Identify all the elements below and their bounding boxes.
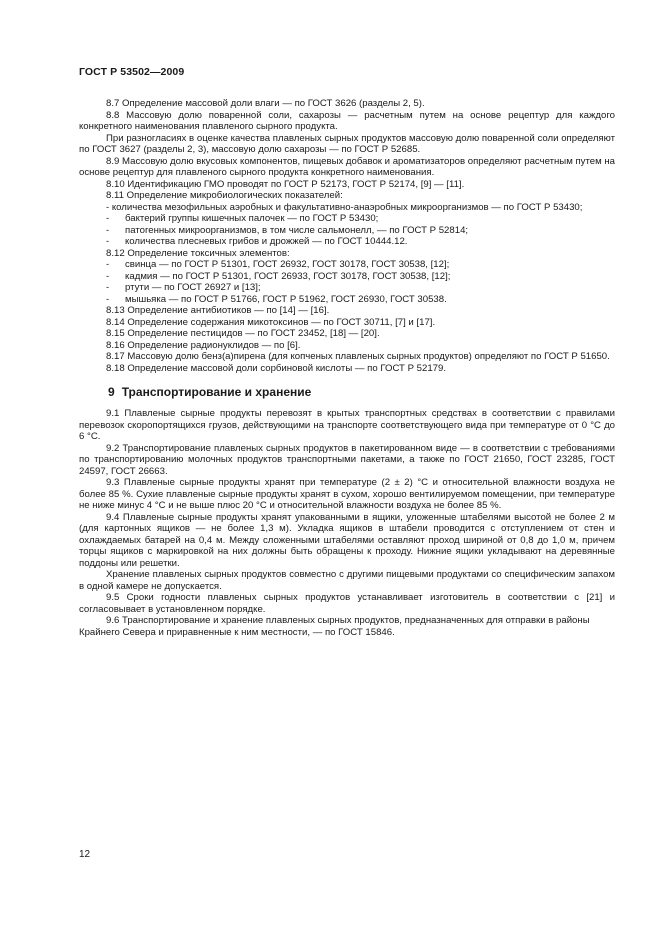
list-dash: - [106, 236, 110, 247]
list-dash: - [106, 293, 110, 305]
section-8-continued [79, 98, 615, 374]
paragraph: 8.16 Определение радионуклидов — по [6]. [106, 339, 301, 351]
list-dash: - [106, 270, 110, 282]
section-9-number: 9 [108, 385, 115, 399]
dash-list-item [79, 282, 615, 294]
paragraph: 8.10 Идентификацию ГМО проводят по ГОСТ Р 52173, ГОСТ Р 52174, [9] — [11]. [106, 178, 465, 190]
dash-list-item [79, 225, 615, 237]
paragraph: 8.8 Массовую долю поваренной соли, сахарозы — расчетным путем на основе рецептур для каждого конкретного наименования плавленого сырного продукта. [79, 109, 615, 132]
dash-list-item [79, 213, 615, 225]
list-item-text: свинца — по ГОСТ Р 51301, ГОСТ 26932, ГОСТ 30178, ГОСТ 30538, [12]; [125, 259, 450, 270]
list-dash: - [106, 224, 110, 236]
list-item-text: кадмия — по ГОСТ Р 51301, ГОСТ 26933, ГОСТ 30178, ГОСТ 30538, [12]; [125, 270, 451, 282]
section-9-heading [79, 385, 615, 399]
paragraph: 9.1 Плавленые сырные продукты перевозят в крытых транспортных средствах в соответствии с правилами перевозок скоропортящихся грузов, действующими на транспорте соответствующего вида при температуре от 0 °С до 6 °С. [79, 408, 615, 442]
section-9-body [79, 408, 615, 638]
paragraph: 9.3 Плавленые сырные продукты хранят при температуре (2 ± 2) °С и относительной влажности воздуха не более 85 %. Сухие плавленые сырные продукты хранят в сухом, хорошо вентилируемом помещении, при температуре не ниже минус 4 °С и не выше плюс 20 °С и относительной влажности воздуха не более 85 %. [79, 477, 615, 511]
list-dash: - [106, 259, 110, 270]
document-body [79, 98, 615, 638]
paragraph: - количества мезофильных аэробных и факультативно-анаэробных микроорганизмов — по ГОСТ Р 53430; [106, 201, 583, 213]
dash-list-item [79, 294, 615, 306]
paragraph: 9.5 Сроки годности плавленых сырных продуктов устанавливает изготовитель в соответствии с [21] и согласовывает в установленном порядке. [79, 592, 615, 615]
list-item-text: патогенных микроорганизмов, в том числе сальмонелл, — по ГОСТ Р 52814; [125, 224, 469, 236]
list-item-text: ртути — по ГОСТ 26927 и [13]; [125, 282, 261, 293]
paragraph: Хранение плавленых сырных продуктов совместно с другими пищевыми продуктами со специфическим запахом в одной камере не допускается. [79, 569, 615, 592]
paragraph: 8.13 Определение антибиотиков — по [14] — [16]. [106, 305, 330, 316]
dash-list-item [79, 236, 615, 248]
paragraph: 8.11 Определение микробиологических показателей: [106, 190, 343, 201]
list-item-text: количества плесневых грибов и дрожжей — по ГОСТ 10444.12. [125, 236, 408, 247]
list-item-text: мышьяка — по ГОСТ Р 51766, ГОСТ Р 51962, ГОСТ 26930, ГОСТ 30538. [125, 293, 447, 305]
paragraph: 8.15 Определение пестицидов — по ГОСТ 23452, [18] — [20]. [106, 328, 380, 339]
paragraph: 8.12 Определение токсичных элементов: [106, 247, 290, 259]
paragraph: 8.7 Определение массовой доли влаги — по ГОСТ 3626 (разделы 2, 5). [106, 98, 425, 109]
dash-list-item [79, 271, 615, 283]
paragraph: 9.2 Транспортирование плавленых сырных продуктов в пакетированном виде — в соответствии с требованиями по транспортированию молочных продуктов транспортными пакетами, а также по ГОСТ 21650, ГОСТ 23285, ГОСТ 24597, ГОСТ 26663. [79, 442, 615, 477]
document-header-id: ГОСТ Р 53502—2009 [79, 66, 185, 78]
paragraph: 9.4 Плавленые сырные продукты хранят упакованными в ящики, уложенные штабелями высотой не более 2 м (для картонных ящиков — не более 1,3 м). Укладка ящиков в штабели проводится с отступлением от стен и охлаждаемых батарей на 0,4 м. Между сложенными штабелями оставляют проход шириной от 0,8 до 1,0 м, причем торцы ящиков с маркировкой на них должны быть обращены к проходу. Нижние ящики укладывают на деревянные поддоны или решетки. [79, 511, 615, 569]
dash-list-item [79, 259, 615, 271]
list-dash: - [106, 282, 110, 293]
paragraph: При разногласиях в оценке качества плавленых сырных продуктов массовую долю поваренной соли определяют по ГОСТ 3627 (разделы 2, 3), массовую долю сахарозы — по ГОСТ Р 52685. [79, 132, 615, 155]
paragraph: 8.14 Определение содержания микотоксинов — по ГОСТ 30711, [7] и [17]. [106, 316, 436, 328]
paragraph: 8.18 Определение массовой доли сорбиновой кислоты — по ГОСТ Р 52179. [106, 362, 446, 374]
section-9-title: Транспортирование и хранение [121, 385, 312, 399]
list-item-text: бактерий группы кишечных палочек — по ГОСТ Р 53430; [125, 213, 379, 224]
paragraph: 8.17 Массовую долю бенз(а)пирена (для копченых плавленых сырных продуктов) определяют по ГОСТ Р 51650. [106, 351, 610, 362]
page-number: 12 [79, 849, 91, 860]
paragraph: 8.9 Массовую долю вкусовых компонентов, пищевых добавок и ароматизаторов определяют расчетным путем на основе рецептур для плавленого сырного продукта конкретного наименования. [79, 155, 615, 178]
list-dash: - [106, 213, 110, 224]
paragraph: 9.6 Транспортирование и хранение плавленых сырных продуктов, предназначенных для отправки в районы Крайнего Севера и приравненные к ним местности, — по ГОСТ 15846. [79, 615, 590, 638]
